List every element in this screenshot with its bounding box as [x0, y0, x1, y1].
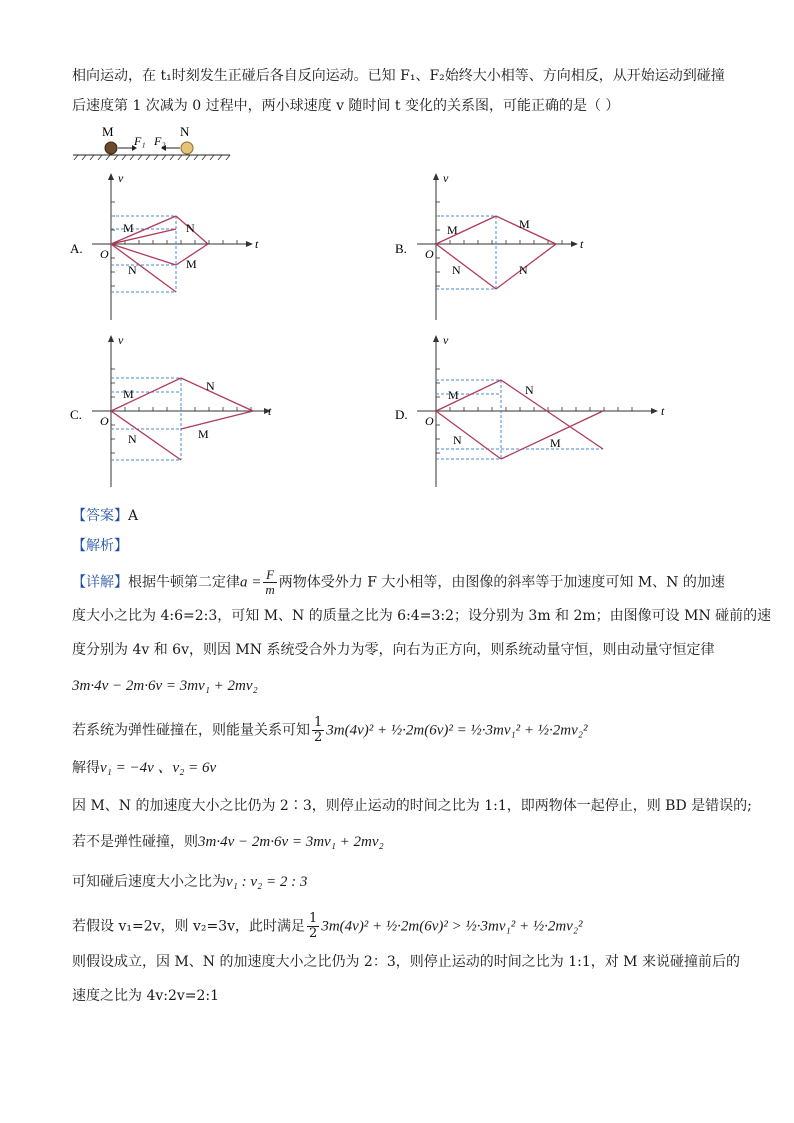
answer-value: A [128, 508, 139, 524]
detail-line-1 [72, 568, 725, 597]
option-a-label-m2: M [186, 257, 197, 271]
option-b-letter: B. [395, 241, 407, 256]
ball-m [105, 142, 117, 154]
option-c-letter: C. [70, 407, 82, 422]
option-a-graph [70, 170, 270, 325]
option-a-label-n1: N [128, 263, 137, 277]
option-b-graph [395, 170, 595, 325]
detail-line-10: 则假设成立，因 M、N 的加速度大小之比仍为 2：3，则停止运动的时间之比为 1:1，对 M 来说碰撞前后的 [72, 954, 740, 970]
option-d-label-m2: M [550, 436, 561, 450]
equation-solution: v₁ = −4v 、v₂ = 6v [100, 760, 217, 776]
detail-line-8 [72, 872, 307, 892]
detail-text-4: 若系统为弹性碰撞在，则能量关系可知 [72, 722, 310, 739]
option-a-label-n2: N [186, 221, 195, 235]
equation-momentum: 3m·4v − 2m·6v = 3mv₁ + 2mv₂ [72, 678, 258, 694]
equation-ratio: v₁ : v₂ = 2 : 3 [226, 874, 308, 890]
detail-line-6: 因 M、N 的加速度大小之比仍为 2∶3，则停止运动的时间之比为 1:1，即两物体一起停止，则 BD 是错误的; [72, 798, 752, 814]
detail-line-11: 速度之比为 4v:2v=2:1 [72, 988, 220, 1004]
detail-line-5 [72, 758, 216, 778]
detail-line-7 [72, 832, 384, 852]
option-a-v-label: v [118, 171, 124, 185]
question-line-2: 后速度第 1 次减为 0 过程中，两小球速度 v 随时间 t 变化的关系图，可能正确的是（ ） [72, 98, 620, 114]
option-a-origin: O [100, 247, 109, 261]
option-b-t-label: t [580, 237, 584, 251]
option-d-label-m1: M [448, 388, 459, 402]
analysis-tag: 【解析】 [72, 538, 128, 554]
option-d-letter: D. [395, 407, 408, 422]
equation-energy: 3m(4v)² + ½·2m(6v)² = ½·3mv₁² + ½·2mv₂² [326, 722, 588, 739]
option-d-label-n2: N [525, 383, 534, 397]
option-d-origin: O [425, 414, 434, 428]
option-d-label-n1: N [453, 433, 462, 447]
equation-momentum-2: 3m·4v − 2m·6v = 3mv₁ + 2mv₂ [198, 834, 384, 850]
option-d-t-label: t [661, 404, 665, 418]
detail-text-8: 可知碰后速度大小之比为 [72, 874, 226, 890]
half-fraction-2: $\frac{1}{2}$ [309, 911, 318, 941]
option-c-label-m1: M [123, 387, 134, 401]
equation-inequality: 3m(4v)² + ½·2m(6v)² > ½·3mv₁² + ½·2mv₂² [321, 918, 583, 935]
half-fraction: $\frac{1}{2}$ [314, 715, 323, 745]
option-b-label-m1: M [447, 223, 458, 237]
detail-line-2: 度大小之比为 4:6=2:3，可知 M、N 的质量之比为 6:4=3:2；设分别为 3m 和 2m；由图像可设 MN 碰前的速 [72, 608, 772, 624]
analysis-line [72, 536, 128, 556]
detail-text-9: 若假设 v₁=2v，则 v₂=3v，此时满足 [72, 918, 306, 935]
ball-n-label: N [180, 124, 190, 139]
option-c-label-n2: N [206, 379, 215, 393]
detail-text-1b: 两物体受外力 F 大小相等，由图像的斜率等于加速度可知 M、N 的加速 [278, 574, 725, 591]
option-c-v-label: v [118, 333, 124, 347]
option-c-t-label: t [268, 404, 272, 418]
option-a-t-label: t [255, 237, 259, 251]
ball-m-label: M [102, 124, 114, 139]
frac-denominator: m [265, 582, 275, 597]
answer-line [72, 506, 138, 526]
question-line-1: 相向运动，在 t₁时刻发生正碰后各自反向运动。已知 F₁、F₂始终大小相等、方向相反，从开始运动到碰撞 [72, 68, 725, 84]
fraction-f-over-m [263, 568, 276, 597]
option-a-label-m1: M [123, 221, 134, 235]
detail-text-7: 若不是弹性碰撞，则 [72, 834, 198, 850]
option-b-label-m2: M [519, 217, 530, 231]
option-b-origin: O [425, 247, 434, 261]
detail-text-5: 解得 [72, 760, 100, 776]
option-b-label-n2: N [519, 263, 528, 277]
force-1-label: F₁ [134, 134, 146, 148]
option-c-label-n1: N [128, 432, 137, 446]
option-c-graph [70, 332, 280, 490]
force-2-label: F₂ [154, 134, 166, 148]
ball-n [181, 142, 193, 154]
option-d-graph [395, 332, 670, 490]
frac-numerator: F [263, 568, 276, 583]
detail-line-4 [72, 716, 588, 745]
detail-tag: 【详解】 [72, 574, 128, 591]
option-b-v-label: v [443, 171, 449, 185]
formula-newton: a = [240, 574, 262, 591]
option-d-v-label: v [443, 333, 449, 347]
detail-text-1a: 根据牛顿第二定律 [128, 574, 240, 591]
setup-figure [70, 124, 235, 164]
option-c-label-m2: M [198, 427, 209, 441]
answer-tag: 【答案】 [72, 508, 128, 524]
detail-line-3: 度分别为 4v 和 6v，则因 MN 系统受合外力为零，向右为正方向，则系统动量守恒，则由动量守恒定律 [72, 642, 715, 658]
option-a-letter: A. [70, 241, 83, 256]
option-c-origin: O [100, 414, 109, 428]
detail-line-9 [72, 912, 583, 941]
option-b-label-n1: N [452, 263, 461, 277]
